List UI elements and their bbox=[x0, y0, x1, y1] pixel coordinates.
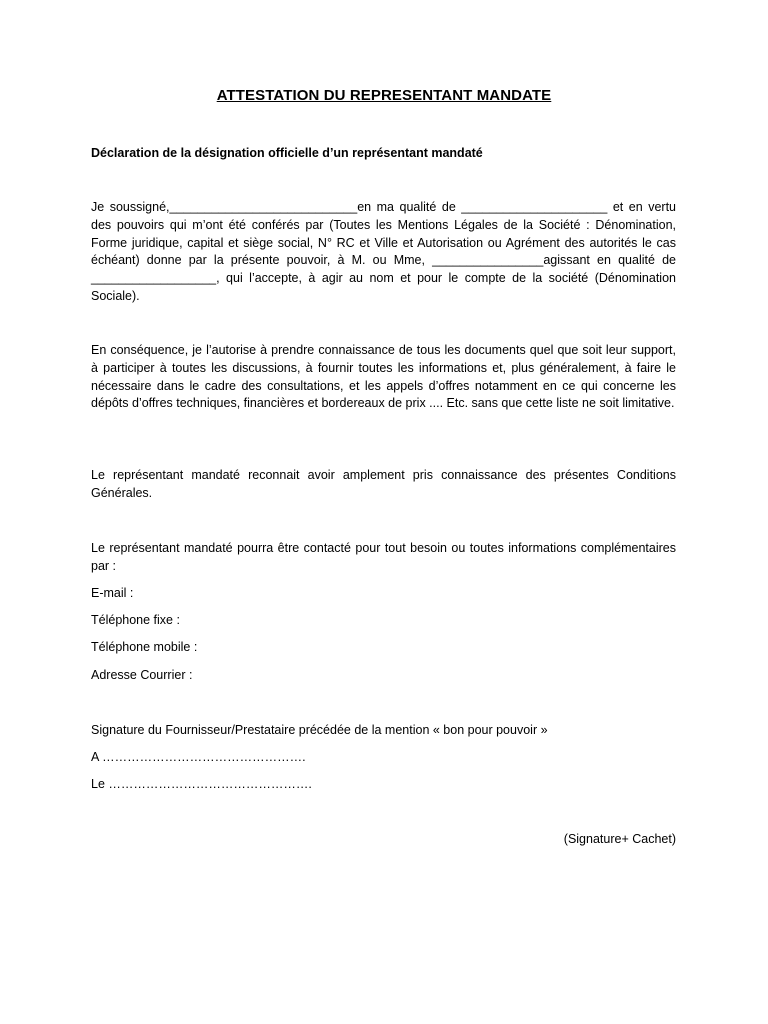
document-subtitle: Déclaration de la désignation officielle d’un représentant mandaté bbox=[91, 146, 483, 160]
signature-cachet-label: (Signature+ Cachet) bbox=[563, 832, 676, 846]
date-line: Le …………………………………………. bbox=[91, 777, 312, 791]
contact-address-label: Adresse Courrier : bbox=[91, 668, 193, 682]
paragraph-contact: Le représentant mandaté pourra être contacté pour tout besoin ou toutes informations complémentaires par : bbox=[91, 541, 676, 573]
paragraph-acknowledgement: Le représentant mandaté reconnait avoir amplement pris connaissance des présentes Conditions Générales. bbox=[91, 468, 676, 500]
document-title: ATTESTATION DU REPRESENTANT MANDATE bbox=[216, 87, 552, 104]
contact-phone-fixed-label: Téléphone fixe : bbox=[91, 613, 180, 627]
contact-email-label: E-mail : bbox=[91, 586, 134, 600]
paragraph-designation: Je soussigné,___________________________en ma qualité de _____________________ et en vertu des pouvoirs qui m’ont été conférés par (Toutes les Mentions Légales de la Société : Dénomination, Forme juridique, capital et siège social, N° RC et Ville et Autorisation ou Agrément des autorités le cas échéant) donne par la présente pouvoir, à M. ou Mme, ________________agissant en qualité de __________________, qui l’accepte, à agir au nom et pour le compte de la société (Dénomination Sociale). bbox=[91, 200, 676, 303]
signature-mention: Signature du Fournisseur/Prestataire précédée de la mention « bon pour pouvoir » bbox=[91, 723, 548, 737]
place-line: A …………………………………………. bbox=[91, 750, 306, 764]
contact-phone-mobile-label: Téléphone mobile : bbox=[91, 640, 198, 654]
paragraph-authorization: En conséquence, je l’autorise à prendre connaissance de tous les documents quel que soit leur support, à participer à toutes les discussions, à fournir toutes les informations et, plus généralement, à faire le nécessaire dans le cadre des consultations, et les appels d’offres notamment en ce qui concerne les dépôts d’offres techniques, financières et bordereaux de prix .... Etc. sans que cette liste ne soit limitative. bbox=[91, 343, 676, 411]
